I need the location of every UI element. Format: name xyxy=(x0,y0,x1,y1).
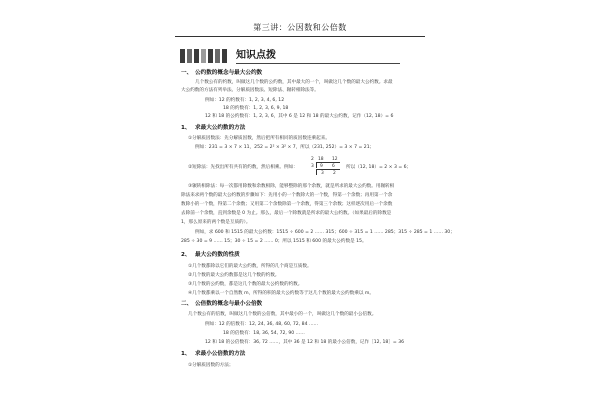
section-heading xyxy=(181,70,262,77)
paragraph-line: 几个数公有的倍数，叫做这几个数的公倍数，其中最小的一个，叫做这几个数的最小公倍数。 xyxy=(188,312,377,317)
method-line: ③辗转相除法：每一次都用除数和余数相除，能够整除的那个余数，就是所求的最大公约数。用辗转相 xyxy=(188,184,395,189)
section-number: 一、 xyxy=(181,70,193,76)
section-heading xyxy=(181,351,245,358)
section-title: 求最大公约数的方法 xyxy=(195,125,246,131)
quotient: 2 xyxy=(333,171,336,176)
example-line: 285 ÷ 30 = 9 …… 15；30 ÷ 15 = 2 …… 0；所以 1515 和 600 的最大公约数是 15。 xyxy=(181,239,367,244)
method-line: ②短除法：先找出所有共有的约数，然后相乘。例如： xyxy=(188,165,298,170)
example-line: 例如：12 的约数有：1, 2, 3, 4, 6, 12 xyxy=(205,98,285,103)
page-title: 第三讲：公因数和公倍数 xyxy=(253,23,347,32)
method-line: ①分解质因数的方法； xyxy=(188,363,234,368)
property-line: ①几个数都除以它们的最大公约数，所得的几个商是互质数。 xyxy=(188,264,312,269)
section-heading xyxy=(181,125,245,132)
banner-label: 知识点拨 xyxy=(236,50,276,61)
banner-decoration-icon xyxy=(180,49,230,63)
example-line: 18 的约数有：1, 2, 3, 6, 9, 18 xyxy=(223,106,289,111)
paragraph-line: 大公约数的方法有列举法、分解质因数法、短除法、辗转相除法等。 xyxy=(181,88,319,93)
quotient: 9 xyxy=(320,164,323,169)
section-title: 最大公约数的性质 xyxy=(195,252,240,258)
divisor: 2 xyxy=(311,157,314,162)
property-line: ③几个数的公约数，都是这几个数的最大公约数的约数。 xyxy=(188,282,303,287)
paragraph-line: 1，那么原来的两个数是互质的）。 xyxy=(181,220,251,225)
section-number: 2、 xyxy=(181,252,191,258)
example-line: 例如：231 = 3 × 7 × 11，252 = 2² × 3² × 7，所以（231, 252）= 3 × 7 = 21； xyxy=(195,145,375,150)
section-banner xyxy=(180,49,400,63)
section-heading xyxy=(181,252,240,259)
section-title: 公倍数的概念与最小公倍数 xyxy=(195,301,263,307)
dividend: 12 xyxy=(332,157,338,162)
section-heading xyxy=(181,301,262,308)
property-line: ④几个数都乘以一个自然数 m，所得的积的最大公约数等于这几个数的最大公约数乘以 m。 xyxy=(188,291,374,296)
title-rule xyxy=(175,36,425,37)
section-title: 求最小公倍数的方法 xyxy=(195,351,246,357)
example-line: 18 的倍数有：18, 36, 54, 72, 90 …… xyxy=(223,331,305,336)
example-line: 12 和 18 的公约数有：1, 2, 3, 6，其中 6 是 12 和 18 的最大公约数，记作（12, 18）= 6 xyxy=(205,114,394,119)
example-line: 例如，求 600 和 1515 的最大公约数：1515 ÷ 600 = 2 …… 315；600 ÷ 315 = 1 …… 285；315 ÷ 285 = 1 …… 30； xyxy=(195,230,455,235)
section-title: 公约数的概念与最大公约数 xyxy=(195,70,263,76)
example-line: 所以（12, 18）= 2 × 3 = 6； xyxy=(346,165,412,170)
method-line: ①分解质因数法：先分解质因数，然后把所有相同的质因数连乘起来。 xyxy=(188,136,330,141)
section-number: 1、 xyxy=(181,125,191,131)
paragraph-line: 除法来求两个数的最大公约数的步骤如下：先用小的一个数除大的一个数，得第一个余数；再用第一个余 xyxy=(181,193,393,198)
quotient: 6 xyxy=(332,164,335,169)
divisor: 3 xyxy=(311,164,314,169)
paragraph-line: 几个数公有的约数，叫做这几个数的公约数，其中最大的一个，叫做这几个数的最大公约数。求最 xyxy=(195,80,393,85)
example-line: 例如：12 的倍数有：12, 24, 36, 48, 60, 72, 84 …… xyxy=(205,322,319,327)
paragraph-line: 去除前一个余数，直到余数是 0 为止。那么，最后一个除数就是所求的最大公约数。（如果最后的除数是 xyxy=(181,211,392,216)
banner-underline xyxy=(236,63,400,64)
example-line: 12 和 18 的公倍数有：36, 72 ……，其中 36 是 12 和 18 的最小公倍数，记作［12, 18］= 36 xyxy=(205,340,405,345)
paragraph-line: 数除小的一个数，得第二个余数；又用第二个余数除第一个余数，得第三个余数；这样逐次用后一个余数 xyxy=(181,202,393,207)
section-number: 1、 xyxy=(181,351,191,357)
dividend: 18 xyxy=(318,157,324,162)
quotient: 3 xyxy=(321,171,324,176)
section-number: 二、 xyxy=(181,301,193,307)
property-line: ②几个数的最大公约数都是这几个数的约数。 xyxy=(188,273,280,278)
